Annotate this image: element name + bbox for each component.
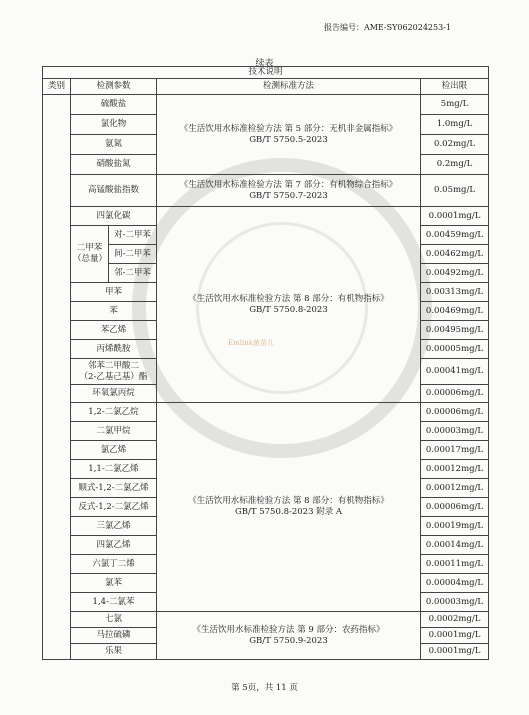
- method-cell: [157, 403, 421, 612]
- limit-cell: 0.00004mg/L: [421, 574, 489, 593]
- param-cell: 1,2-二氯乙烷: [71, 403, 157, 422]
- header-category: 类别: [43, 79, 71, 95]
- param-cell: 苯: [71, 302, 157, 321]
- method-code: GB/T 5750.7-2023: [249, 190, 328, 201]
- page-footer: 第 5页，共 11 页: [231, 683, 298, 693]
- limit-cell: 0.00003mg/L: [421, 422, 489, 441]
- limit-cell: 0.02mg/L: [421, 135, 489, 155]
- method-code: GB/T 5750.5-2023: [249, 134, 328, 145]
- method-cell: [157, 95, 421, 175]
- param-cell: 反式-1,2-二氯乙烯: [71, 498, 157, 517]
- param-cell: 七氯: [71, 612, 157, 628]
- param-cell: 四氯乙烯: [71, 536, 157, 555]
- param-cell: 马拉硫磷: [71, 628, 157, 644]
- limit-cell: 0.00012mg/L: [421, 479, 489, 498]
- method-line: 《生活饮用水标准检验方法 第 5 部分：无机非金属指标》: [179, 123, 398, 134]
- param-cell: 四氯化碳: [71, 207, 157, 226]
- watermark-logo-text: Emlink菌苗儿: [228, 339, 274, 347]
- limit-cell: 0.00003mg/L: [421, 593, 489, 612]
- limit-cell: 0.00492mg/L: [421, 264, 489, 283]
- method-cell: [157, 175, 421, 207]
- param-cell: 高锰酸盐指数: [71, 175, 157, 207]
- param-cell: 邻-二甲苯: [109, 264, 157, 283]
- param-cell: 三氯乙烯: [71, 517, 157, 536]
- param-cell: 二氯甲烷: [71, 422, 157, 441]
- method-line: 《生活饮用水标准检验方法 第 8 部分：有机物指标》: [188, 293, 389, 304]
- param-cell: 氯苯: [71, 574, 157, 593]
- param-cell: 氨氮: [71, 135, 157, 155]
- technical-table: [42, 66, 489, 660]
- header-param: 检测参数: [71, 79, 157, 95]
- limit-cell: 0.00006mg/L: [421, 403, 489, 422]
- param-cell: 丙烯酰胺: [71, 340, 157, 359]
- param-cell: 氯乙烯: [71, 441, 157, 460]
- method-code: GB/T 5750.8-2023 附录 A: [234, 507, 343, 517]
- limit-cell: 5mg/L: [421, 95, 489, 115]
- limit-cell: 0.00006mg/L: [421, 498, 489, 517]
- limit-cell: 0.00005mg/L: [421, 340, 489, 359]
- param-cell: 甲苯: [71, 283, 157, 302]
- limit-cell: 0.00011mg/L: [421, 555, 489, 574]
- method-line: 《生活饮用水标准检验方法 第 9 部分：农药指标》: [192, 624, 385, 635]
- param-cell: 硫酸盐: [71, 95, 157, 115]
- limit-cell: 0.00017mg/L: [421, 441, 489, 460]
- param-cell: 硝酸盐氮: [71, 155, 157, 175]
- limit-cell: 0.0001mg/L: [421, 207, 489, 226]
- xylene-group-cell: 二甲苯 （总量）: [71, 226, 109, 283]
- limit-cell: 0.00459mg/L: [421, 226, 489, 245]
- limit-cell: 0.00462mg/L: [421, 245, 489, 264]
- method-code: GB/T 5750.8-2023: [249, 304, 328, 315]
- param-cell: 环氧氯丙烷: [71, 385, 157, 403]
- limit-cell: 0.00006mg/L: [421, 385, 489, 403]
- limit-cell: 0.00014mg/L: [421, 536, 489, 555]
- param-cell: 顺式-1,2-二氯乙烯: [71, 479, 157, 498]
- table-banner: 技术说明: [43, 67, 489, 79]
- limit-cell: 0.00313mg/L: [421, 283, 489, 302]
- limit-cell: 0.0002mg/L: [421, 612, 489, 628]
- limit-cell: 0.0001mg/L: [421, 628, 489, 644]
- param-cell: 间-二甲苯: [109, 245, 157, 264]
- param-cell: 氯化物: [71, 115, 157, 135]
- limit-cell: 0.05mg/L: [421, 175, 489, 207]
- param-cell: 1,1-二氯乙烯: [71, 460, 157, 479]
- method-cell: [157, 207, 421, 403]
- param-cell: 苯乙烯: [71, 321, 157, 340]
- category-cell: [43, 95, 71, 660]
- limit-cell: 0.0001mg/L: [421, 644, 489, 660]
- param-cell: 1,4-二氯苯: [71, 593, 157, 612]
- limit-cell: 0.00019mg/L: [421, 517, 489, 536]
- method-code: GB/T 5750.9-2023: [249, 635, 328, 646]
- header-method: 检测标准方法: [157, 79, 421, 95]
- limit-cell: 0.2mg/L: [421, 155, 489, 175]
- param-cell-phthalate: 邻苯二甲酸二 （2-乙基己基）酯: [71, 359, 157, 385]
- report-number: 报告编号：AME-SY062024253-1: [323, 23, 451, 32]
- limit-cell: 0.00012mg/L: [421, 460, 489, 479]
- param-cell: 乐果: [71, 644, 157, 660]
- method-line: 《生活饮用水标准检验方法 第 7 部分：有机物综合指标》: [179, 179, 398, 190]
- limit-cell: 0.00041mg/L: [421, 359, 489, 385]
- method-line: 《生活饮用水标准检验方法 第 8 部分：有机物指标》: [188, 496, 389, 506]
- limit-cell: 0.00495mg/L: [421, 321, 489, 340]
- header-limit: 检出限: [421, 79, 489, 95]
- continued-label: 续表: [255, 59, 274, 69]
- param-cell: 六氯丁二烯: [71, 555, 157, 574]
- param-cell: 对-二甲苯: [109, 226, 157, 245]
- limit-cell: 1.0mg/L: [421, 115, 489, 135]
- method-cell: [157, 612, 421, 660]
- limit-cell: 0.00469mg/L: [421, 302, 489, 321]
